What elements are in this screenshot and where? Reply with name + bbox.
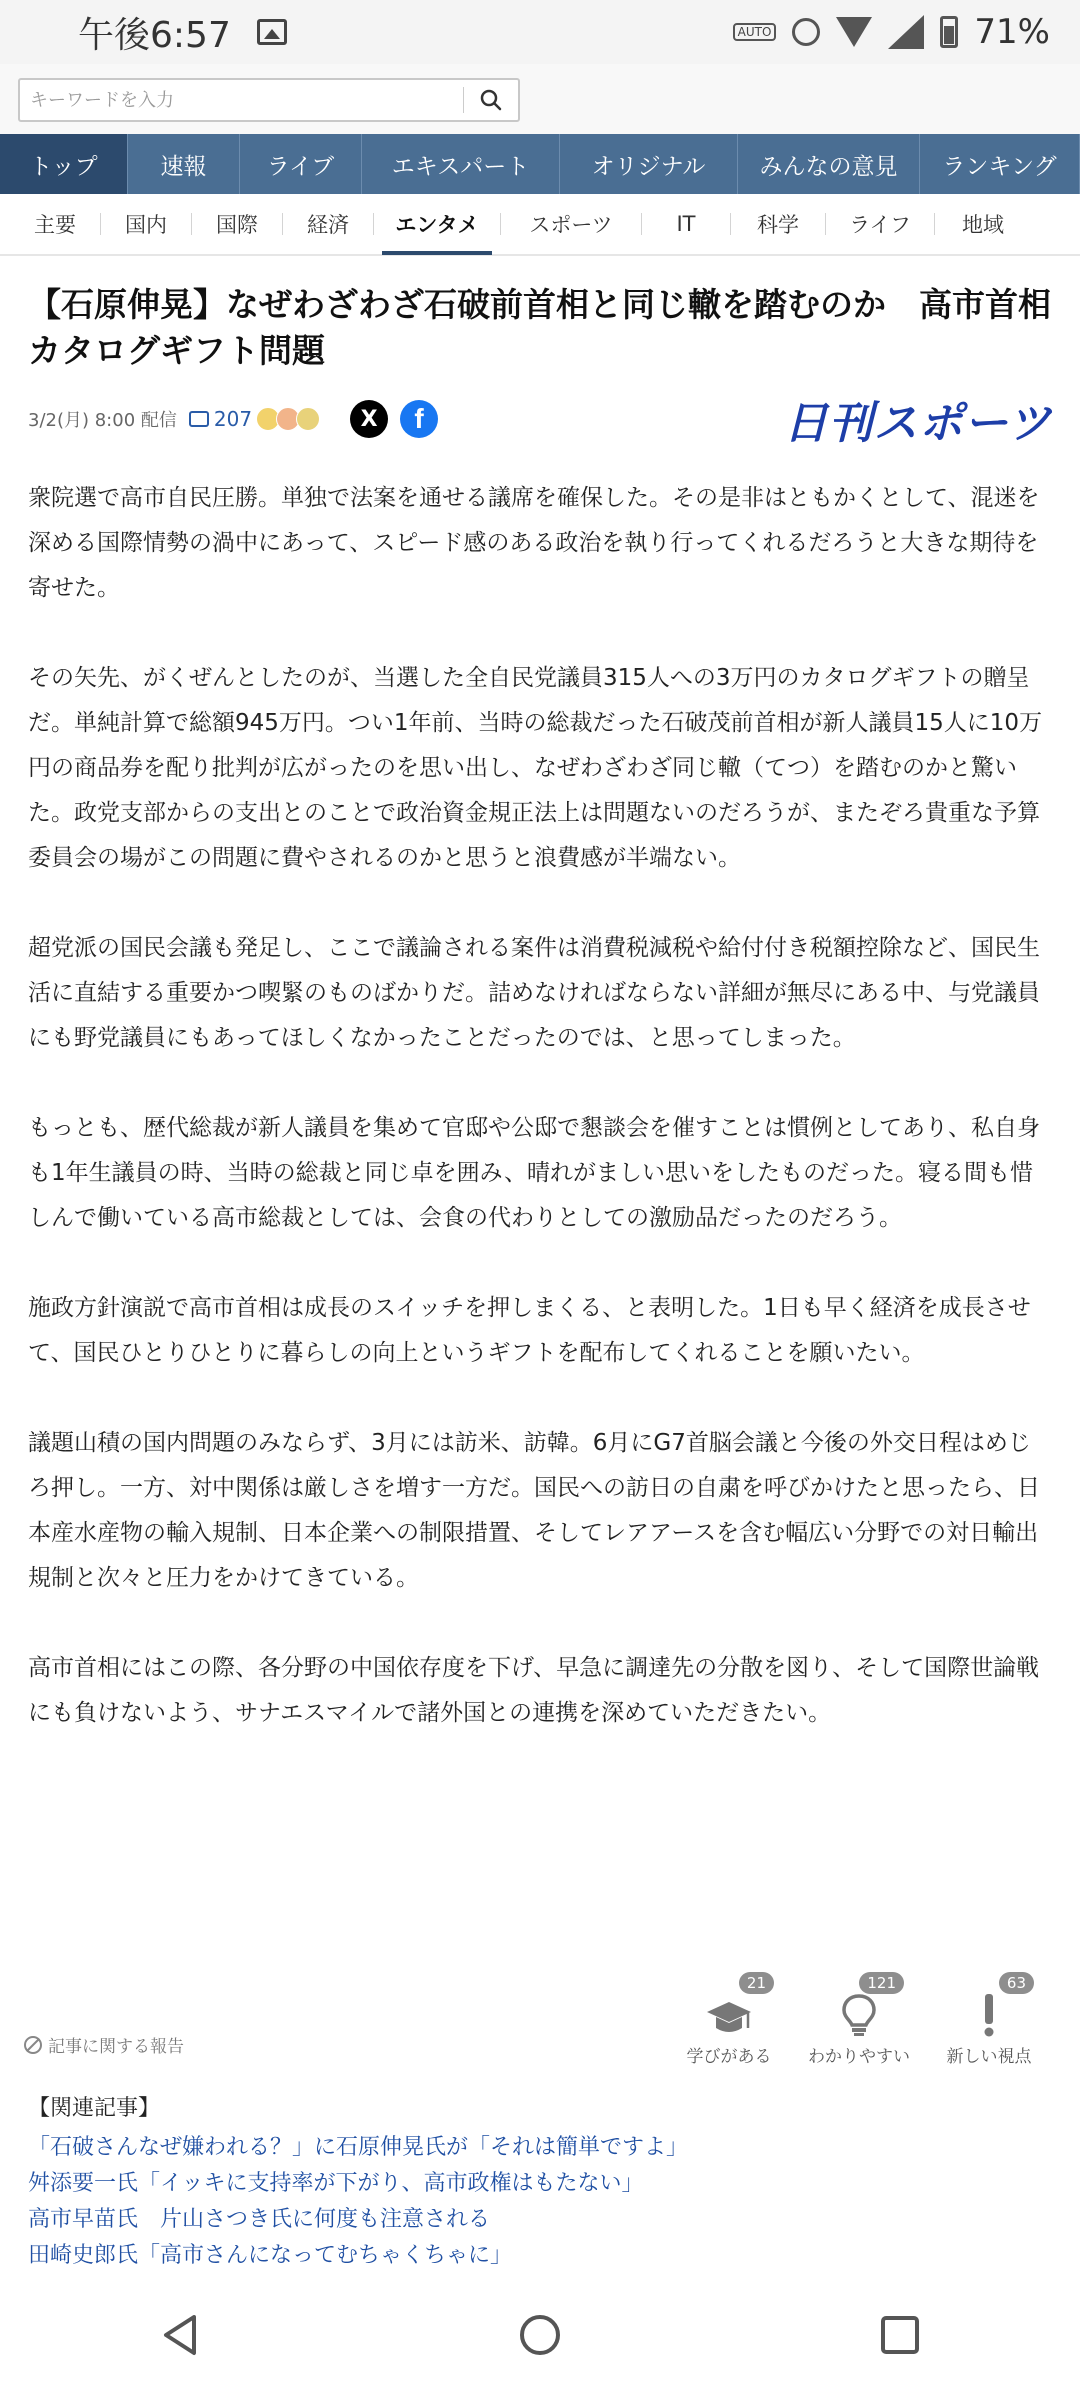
- reaction-count: 63: [999, 1972, 1034, 1994]
- category-tab-economy[interactable]: 経済: [307, 213, 349, 237]
- wifi-icon: [836, 17, 872, 47]
- article-paragraph: もっとも、歴代総裁が新人議員を集めて官邸や公邸で懇談会を催すことは慣例としてあり、私自身も1年生議員の時、当時の総裁と同じ卓を囲み、晴れがましい思いをしたものだった。寝る間も惜しんで働いている高市総裁としては、会食の代わりとしての激励品だったのだろう。: [28, 1115, 1040, 1231]
- battery-percent: 71%: [974, 12, 1050, 52]
- system-nav-bar: [0, 2270, 1080, 2400]
- article-paragraph: 議題山積の国内問題のみならず、3月には訪米、訪韓。6月にG7首脳会議と今後の外交日程はめじろ押し。一方、対中関係は厳しさを増す一方だ。国民への訪日の自粛を呼びかけたと思ったら、日本産水産物の輸入規制、日本企業への制限措置、そしてレアアースを含む幅広い分野での対日輸出規制と次々と圧力をかけてきている。: [28, 1430, 1040, 1591]
- article-paragraph: 超党派の国民会議も発足し、ここで議論される案件は消費税減税や給付付き税額控除など、国民生活に直結する重要かつ喫緊のものばかりだ。詰めなければならない詳細が無尽にある中、与党議員にも野党議員にもあってほしくなかったことだったのでは、と思ってしまった。: [28, 935, 1040, 1051]
- reaction-label: 新しい視点: [946, 2047, 1032, 2067]
- auto-brightness-icon: AUTO: [733, 23, 777, 41]
- main-tab-live[interactable]: ライブ: [240, 134, 362, 194]
- signal-icon: [888, 15, 924, 49]
- search-bar: [0, 64, 1080, 134]
- category-tab-domestic[interactable]: 国内: [125, 213, 167, 237]
- alarm-icon: [792, 18, 820, 46]
- article-paragraph: 施政方針演説で高市首相は成長のスイッチを押しまくる、と表明した。1日も早く経済を成長させて、国民ひとりひとりに暮らしの向上というギフトを配布してくれることを願いたい。: [28, 1295, 1031, 1366]
- exclamation-icon: [979, 1992, 999, 2038]
- reaction-label: 学びがある: [686, 2047, 772, 2067]
- facebook-share-button[interactable]: f: [400, 400, 438, 438]
- status-time: 午後6:57: [78, 14, 231, 56]
- category-tab-world[interactable]: 国際: [216, 213, 258, 237]
- reaction-count: 121: [859, 1972, 904, 1994]
- article-paragraph: その矢先、がくぜんとしたのが、当選した全自民党議員315人への3万円のカタログギフトの贈呈だ。単純計算で総額945万円。つい1年前、当時の総裁だった石破茂前首相が新人議員15人に10万円の商品券を配り批判が広がったのを思い出し、なぜわざわざ同じ轍（てつ）を踏むのかと驚いた。政党支部からの支出とのことで政治資金規正法上は問題ないのだろうが、またぞろ貴重な予算委員会の場がこの問題に費やされるのかと思うと浪費感が半端ない。: [28, 665, 1043, 871]
- article-headline: 【石原伸晃】なぜわざわざ石破前首相と同じ轍を踏むのか 高市首相カタログギフト問題: [28, 285, 1051, 370]
- graduation-cap-icon: [705, 1998, 753, 2038]
- article-meta: [28, 390, 1052, 448]
- reaction-label: わかりやすい: [808, 2047, 910, 2067]
- reaction-learn-button[interactable]: [664, 1974, 794, 2067]
- search-input[interactable]: [20, 80, 463, 120]
- category-tab-science[interactable]: 科学: [757, 213, 799, 237]
- category-tab-main[interactable]: 主要: [34, 213, 76, 237]
- comment-icon: [189, 411, 209, 427]
- back-icon: [160, 2313, 200, 2357]
- smile-face-icon: [296, 407, 320, 431]
- main-tab-expert[interactable]: エキスパート: [362, 134, 560, 194]
- reaction-count: 21: [739, 1972, 774, 1994]
- category-tab-it[interactable]: IT: [676, 212, 696, 236]
- home-button[interactable]: [510, 2305, 570, 2365]
- reaction-clear-button[interactable]: [794, 1974, 924, 2067]
- main-tab-original[interactable]: オリジナル: [560, 134, 738, 194]
- main-nav: [0, 134, 1080, 194]
- status-bar: [0, 0, 1080, 64]
- reactions-bar: [0, 1960, 1080, 2070]
- publish-date: 3/2(月) 8:00 配信: [28, 410, 177, 431]
- gallery-icon: [257, 19, 287, 45]
- article-body: [28, 476, 1052, 1781]
- lightbulb-icon: [839, 1992, 879, 2038]
- report-link[interactable]: [24, 2032, 184, 2057]
- ban-icon: [24, 2036, 42, 2054]
- recents-button[interactable]: [870, 2305, 930, 2365]
- category-tab-local[interactable]: 地域: [962, 213, 1004, 237]
- related-link[interactable]: 「石破さんなぜ嫌われる？」に石原伸晃氏が「それは簡単ですよ」: [28, 2135, 689, 2160]
- category-nav: [0, 194, 1080, 256]
- report-label: 記事に関する報告: [48, 2037, 184, 2057]
- source-logo[interactable]: 日刊スポーツ: [783, 398, 1052, 449]
- related-articles: [28, 2092, 1052, 2274]
- category-tab-life[interactable]: ライフ: [849, 213, 911, 237]
- category-tab-sports[interactable]: スポーツ: [529, 213, 613, 237]
- article-paragraph: 高市首相にはこの際、各分野の中国依存度を下げ、早急に調達先の分散を図り、そして国際世論戦にも負けないよう、サナエスマイルで諸外国との連携を深めていただきたい。: [28, 1655, 1040, 1726]
- related-link[interactable]: 田崎史郎氏「高市さんになってむちゃくちゃに」: [28, 2243, 513, 2268]
- comment-count: 207: [213, 407, 253, 431]
- reaction-new-perspective-button[interactable]: [924, 1974, 1054, 2067]
- category-tab-entertainment[interactable]: エンタメ: [374, 193, 500, 255]
- article-paragraph: 衆院選で高市自民圧勝。単独で法案を通せる議席を確保した。その是非はともかくとして、混迷を深める国際情勢の渦中にあって、スピード感のある政治を執り行ってくれるだろうと大きな期待を寄せた。: [28, 485, 1040, 601]
- back-button[interactable]: [150, 2305, 210, 2365]
- x-share-button[interactable]: X: [350, 400, 388, 438]
- main-tab-ranking[interactable]: ランキング: [920, 134, 1080, 194]
- search-button[interactable]: [464, 80, 518, 120]
- main-tab-opinions[interactable]: みんなの意見: [738, 134, 920, 194]
- comments-link[interactable]: [189, 407, 252, 431]
- recents-icon: [880, 2315, 920, 2355]
- related-title: 【関連記事】: [28, 2096, 161, 2121]
- battery-icon: [940, 16, 958, 48]
- home-icon: [518, 2313, 562, 2357]
- related-link[interactable]: 舛添要一氏「イッキに支持率が下がり、高市政権はもたない」: [28, 2171, 644, 2196]
- main-tab-breaking[interactable]: 速報: [128, 134, 240, 194]
- search-icon: [480, 89, 502, 111]
- status-icons: [733, 12, 1050, 52]
- main-tab-top[interactable]: トップ: [0, 134, 128, 194]
- related-link[interactable]: 高市早苗氏 片山さつき氏に何度も注意される: [28, 2207, 491, 2232]
- search-box: [18, 78, 520, 122]
- reaction-faces: [260, 407, 320, 431]
